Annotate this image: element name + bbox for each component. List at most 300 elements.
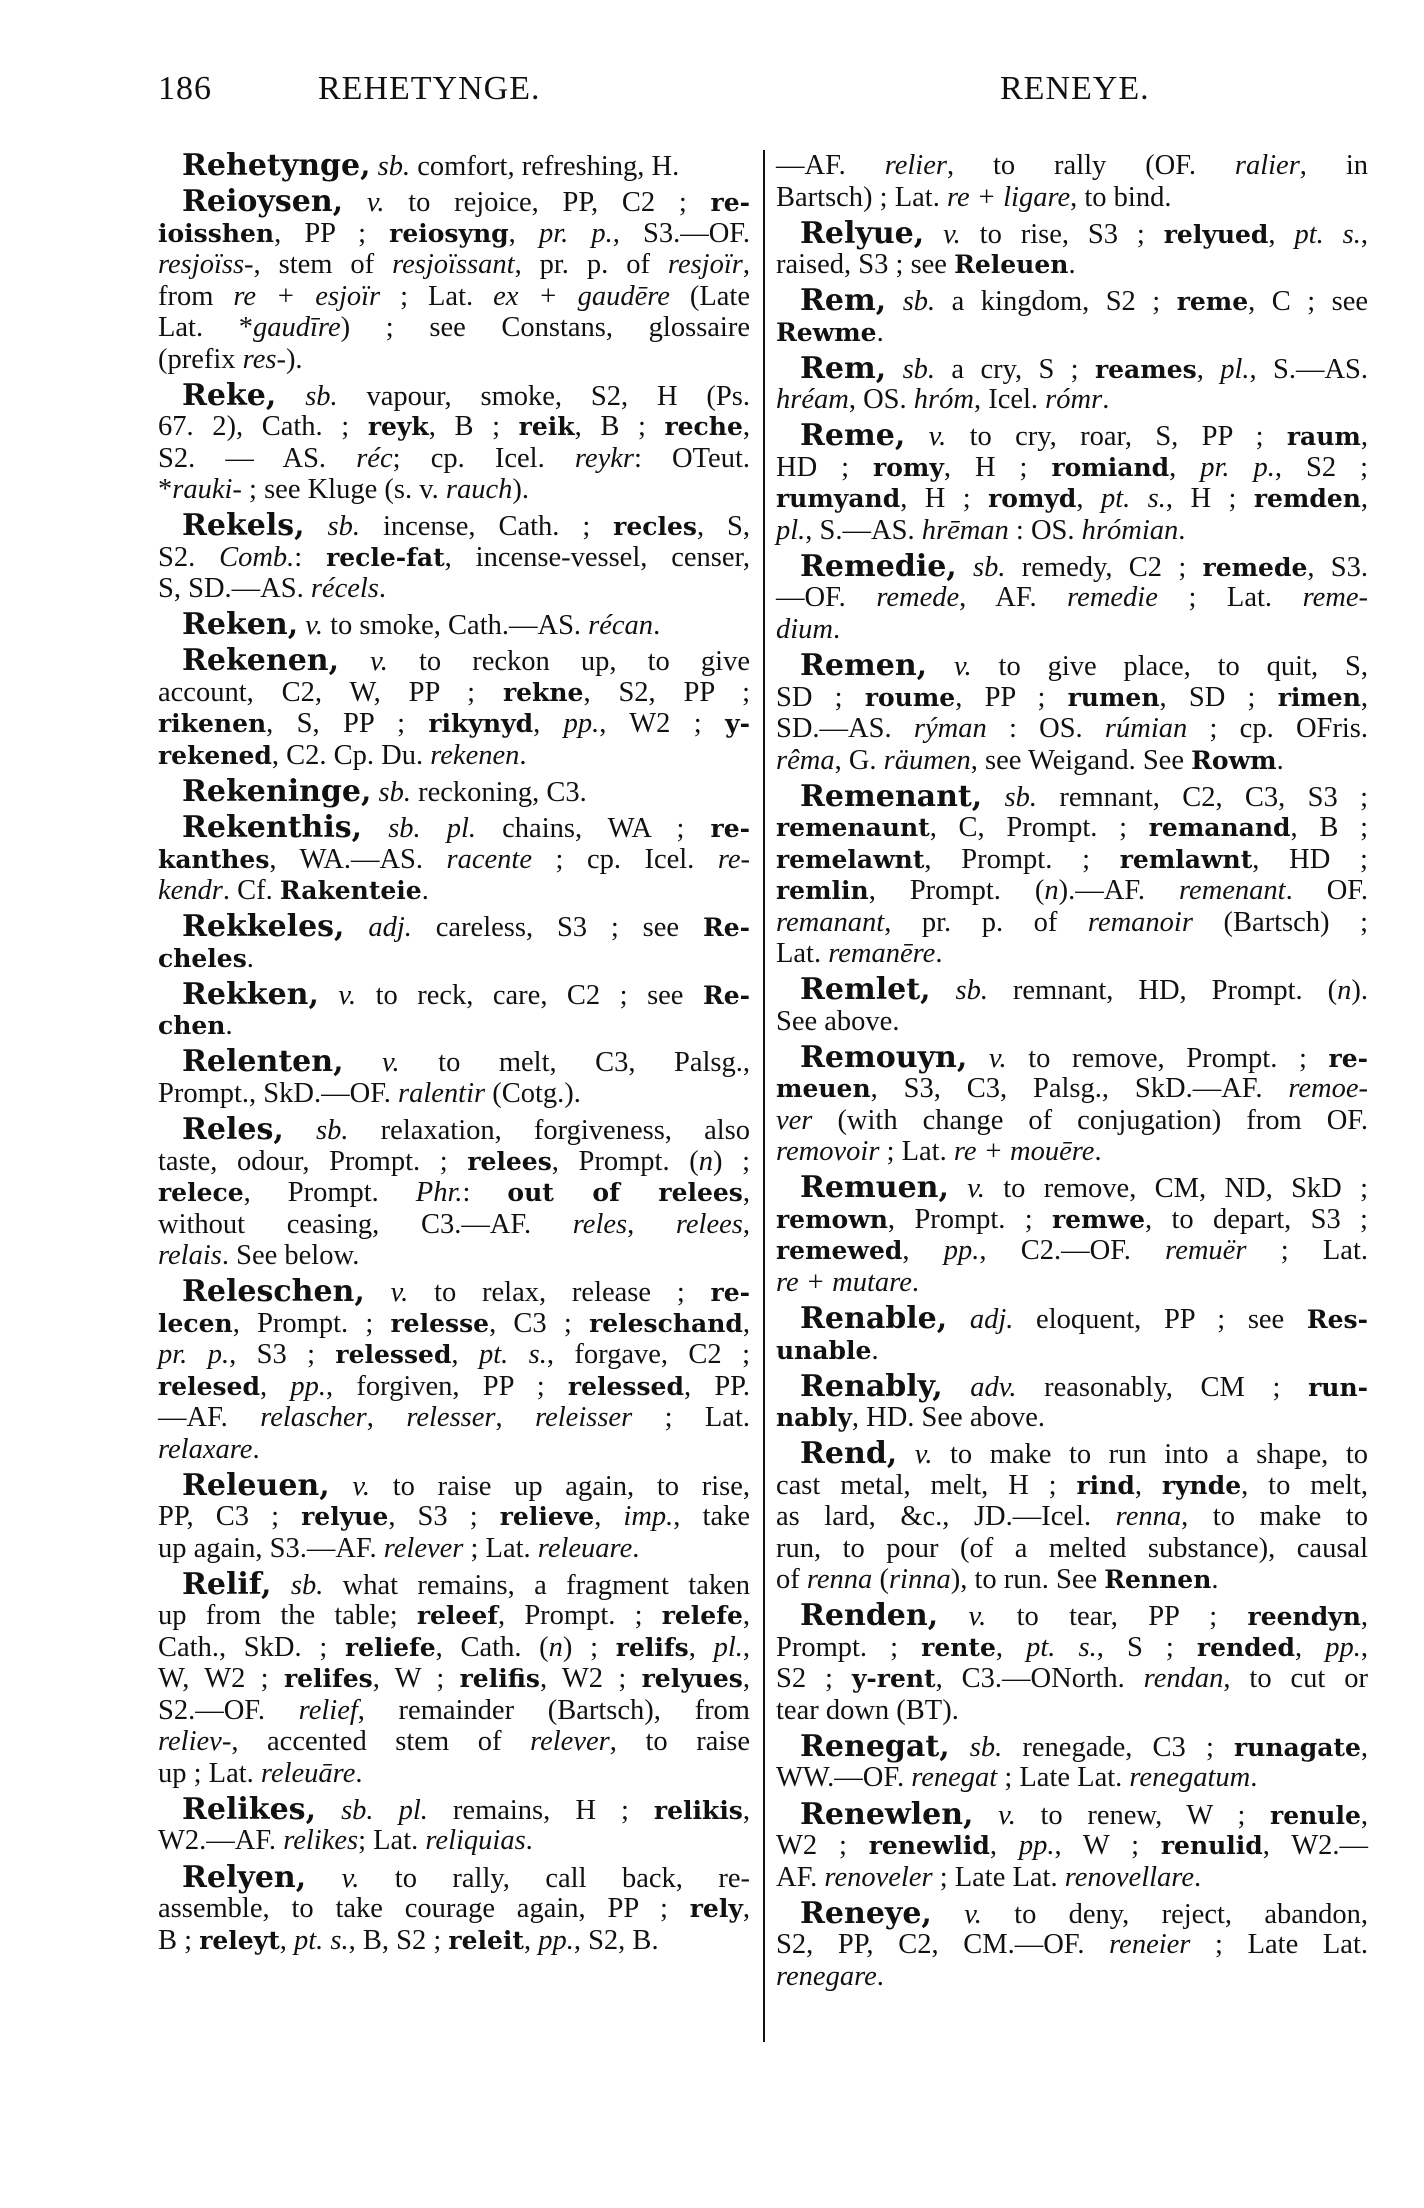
entry-line [158,1240,750,1272]
text: , Prompt. ; [498,1600,662,1632]
entry-line [158,1046,750,1078]
entry-line [776,974,1368,1006]
entry-line [776,1235,1368,1267]
italic-text: remuër [1165,1235,1247,1267]
text: to reck, care, C2 ; see [356,979,703,1011]
text: , forgave, C2 ; [546,1339,750,1371]
dictionary-entry [776,285,1368,348]
headword: Rend, [800,1436,898,1472]
dictionary-entry [158,1276,750,1465]
text: . [355,1757,363,1789]
text: , AF. [959,582,1068,614]
bold-form: rind [1076,1470,1135,1500]
headword: Renewlen, [800,1796,974,1832]
dictionary-entry [776,1600,1368,1726]
italic-text: re + mouēre [953,1136,1095,1168]
text: a kingdom, S2 ; [935,286,1177,318]
dictionary-entry [776,778,1369,970]
text: , [495,1402,536,1434]
entry-line [158,1010,750,1042]
text: to give place, to quit, S, [971,651,1368,683]
entry-line [158,1726,750,1758]
text: , S3. [1307,551,1368,583]
bold-form: rente [921,1632,996,1662]
italic-text: ex + gaudēre [493,280,670,312]
italic-text: hrēman [921,514,1009,546]
bold-form: roume [864,682,956,712]
dictionary-entry [776,150,1368,213]
dictionary-entry [158,377,750,506]
bold-form: relessed [335,1340,452,1370]
dictionary-entry [158,1566,751,1790]
text: , B ; [574,411,665,443]
italic-text: v. [927,651,972,683]
text: , S3, C3, Palsg., SkD.—AF. [870,1073,1289,1105]
entry-line [158,645,750,677]
italic-text: pr. p. [158,1339,230,1371]
text: up again, S3.—AF. [158,1532,384,1564]
text: , W2.— [1262,1830,1368,1861]
italic-text: v. [973,1799,1016,1831]
bold-form: reme [1176,287,1249,317]
entry-line [158,510,750,542]
text: remedy, C2 ; [1005,551,1203,583]
text: . OF. [1285,875,1369,907]
bold-form: relikis [653,1795,743,1825]
italic-text: sb. [271,1569,324,1601]
bold-form: reche [664,412,743,442]
text: incense, Cath. ; [360,511,614,543]
italic-text: pt. s. [294,1924,349,1956]
bold-form: re- [710,188,750,218]
italic-text: resjoïr [667,249,743,281]
headword: Renegat, [800,1728,950,1764]
italic-text: gaudīre [253,312,341,344]
italic-text: v. [318,979,357,1011]
bold-form: Rennen [1104,1565,1212,1595]
italic-text: ralentir [398,1077,486,1109]
text: to reckon up, to give [387,646,750,678]
bold-form: relefe [661,1601,743,1631]
text: Cath., SkD. ; [158,1631,345,1663]
text: See above. [776,1005,900,1037]
headword: Relyue, [800,215,925,251]
text: (with change of conjugation) from OF. [812,1104,1368,1136]
text: ; Late Lat. [997,1762,1130,1794]
text: , H ; [943,451,1052,483]
italic-text: relier [884,150,947,181]
italic-text: sb. [956,551,1006,583]
headword: Remuen, [800,1170,949,1206]
entry-line [158,1893,750,1925]
bold-form: relessed [567,1371,684,1401]
text: vapour, smoke, S2, H (Ps. [337,380,750,412]
text: : OTeut. [633,442,750,474]
entry-line [776,1600,1368,1632]
text: , [1360,1631,1368,1663]
bold-form: Rowm [1191,745,1277,775]
entry-line [158,312,750,344]
text: , S.—AS. [1249,353,1369,385]
italic-text: rauch [445,474,513,506]
bold-form: renulid [1160,1831,1263,1860]
text: renegade, C3 ; [1002,1731,1235,1763]
text: ; cp. Icel. [532,843,718,875]
text: , WA.—AS. [269,843,447,875]
bold-form: relece [158,1178,244,1208]
text: ; Lat. [463,1532,538,1564]
bold-form: re- [1328,1043,1368,1073]
text: Prompt., SkD.—OF. [158,1077,399,1109]
dictionary-entry [158,150,750,182]
text: run, to pour (of a melted substance), causal [776,1532,1368,1564]
italic-text: sb. [982,781,1038,813]
text: , S2 ; [1274,451,1368,483]
bold-form: remown [776,1204,888,1234]
text: , [742,1893,750,1924]
text: ), to run. See [950,1564,1105,1596]
entry-line [776,582,1368,614]
bold-form: rekne [502,677,584,707]
text: Lat. [776,938,829,970]
bold-form: Re- [702,980,750,1010]
italic-text: n [1044,875,1059,907]
entry-line [776,778,1368,814]
headword: Reles, [182,1112,284,1148]
italic-text: adj. [344,912,412,944]
bold-form: y-rent [851,1664,936,1694]
running-head-right: RENEYE. [1000,70,1150,107]
entry-line [158,1533,750,1565]
dictionary-entry [776,1172,1368,1298]
italic-text: v. [967,1042,1007,1074]
text: , Icel. [973,384,1046,416]
column-left [158,150,750,1956]
italic-text: reles [572,1208,628,1240]
text: , [1360,1731,1368,1763]
italic-text: sb. [283,1115,349,1147]
italic-text: sb. [886,286,936,318]
entry-line [776,938,1368,970]
italic-text: rêma [776,744,835,776]
headword: Relikes, [182,1791,317,1827]
entry-line [776,713,1368,745]
text: up ; Lat. [158,1757,261,1789]
italic-text: v. [343,187,385,219]
italic-text: remanant [776,906,885,938]
entry-line [158,844,750,876]
dictionary-entry [776,1368,1368,1434]
entry-line [158,1859,750,1895]
text: , B ; [428,411,519,443]
dictionary-entry [776,215,1368,281]
entry-line [158,411,750,443]
italic-text: relees [675,1208,743,1240]
italic-text: rinna [888,1564,951,1596]
bold-form: re- [710,814,750,844]
text: ).—AF. [1058,875,1180,907]
text: (Bartsch) ; [1192,906,1368,938]
text: , [742,411,750,443]
entry-line [776,1762,1368,1794]
text: Bartsch) ; Lat. [776,181,947,213]
italic-text: remede [876,582,960,614]
text: , [508,217,539,249]
bold-form: releyt [199,1925,280,1955]
entry-line [776,384,1368,416]
bold-form: recle-fat [326,542,445,572]
text: ) ; [712,1145,750,1177]
text: SD.—AS. [776,713,914,745]
text: . [252,1433,260,1465]
entry-line [158,875,750,907]
entry-line [776,420,1368,452]
entry-line [776,875,1368,907]
text: careless, S3 ; see [411,912,703,944]
text: from [158,280,234,312]
text: , PP. [683,1370,751,1402]
text: , [742,1177,750,1209]
text: , incense-vessel, censer, [444,541,750,573]
entry-line [158,976,750,1012]
text: , [1360,1601,1368,1633]
text: Prompt. ; [776,1631,922,1663]
entry-line [158,812,750,844]
bold-form: lecen [158,1308,233,1338]
text: * [158,474,173,506]
headword: Relenten, [182,1044,344,1080]
text: to rejoice, PP, C2 ; [384,187,711,219]
entry-line [158,344,750,376]
text: AF. [776,1861,825,1893]
italic-text: v. [364,1277,409,1309]
italic-text: releuāre [260,1757,356,1789]
bold-form: remden [1253,484,1361,514]
dictionary-entry [158,1467,750,1565]
text: , accented stem of [231,1726,531,1758]
text: . [632,1532,640,1564]
entry-line [158,1276,750,1308]
entry-line [158,1825,750,1857]
headword: Renably, [800,1368,943,1404]
entry-line [776,1105,1368,1137]
italic-text: sb. pl. [362,813,477,845]
text: , S ; [1096,1631,1197,1663]
headword: Releuen, [182,1467,330,1503]
text: to melt, C3, Palsg., [399,1047,750,1079]
entry-line [158,150,750,182]
entry-line [776,1335,1368,1367]
text: , B, S2 ; [348,1924,449,1956]
italic-text: re + ligare [946,181,1071,213]
headword: Rekenen, [182,643,340,679]
bold-form: re- [710,1278,750,1308]
text: ; Late Lat. [1190,1929,1368,1961]
bold-form: rimen [1277,682,1361,712]
text: , in [1299,150,1368,181]
text: , HD. See above. [851,1402,1046,1434]
text: . [1178,514,1186,546]
text: remnant, HD, Prompt. ( [987,975,1338,1007]
italic-text: pl. [776,514,806,546]
entry-line [158,249,750,281]
text: , to rally (OF. [946,150,1235,181]
bold-form: remelawnt [776,844,925,874]
bold-form: cheles [158,943,247,973]
text: ; Lat. [358,1825,426,1857]
headword: Rehetynge, [182,148,371,183]
italic-text: reliev- [158,1726,232,1758]
text: , SD ; [1159,681,1278,713]
italic-text: pp. [943,1235,980,1267]
italic-text: reliquias [425,1825,526,1857]
text: , [742,1208,750,1240]
bold-form: romyd [988,484,1077,514]
italic-text: sb. [370,151,411,182]
text: , C ; see [1248,286,1368,318]
italic-text: sb. [371,777,412,809]
entry-line [776,812,1368,844]
dictionary-entry [776,1039,1368,1168]
text: chains, WA ; [476,813,711,845]
italic-text: pp. [1325,1631,1361,1663]
italic-text: reneier [1109,1929,1191,1961]
text: of [776,1564,807,1596]
entry-line [776,1862,1368,1894]
text: ; Lat. [879,1136,954,1168]
text: , [995,1631,1027,1663]
entry-line [158,677,750,709]
bold-form: relesse [390,1308,490,1338]
entry-line [776,1136,1368,1168]
text: up from the table; [158,1600,417,1632]
bold-form: rumen [1067,682,1160,712]
entry-line [158,708,750,740]
italic-text: re + mutare [776,1266,912,1298]
text: , Prompt. ; [887,1203,1053,1235]
text: , to cut or [1223,1663,1368,1695]
italic-text: adj. [947,1304,1014,1336]
text: , [688,1631,714,1663]
entry-line [776,745,1368,777]
italic-text: relesser [406,1402,496,1434]
headword: Rem, [800,283,887,319]
bold-form: relifis [459,1664,540,1694]
entry-line [158,1695,750,1727]
text: , C3.—ONorth. [935,1663,1144,1695]
text: . [1250,1762,1258,1794]
text: S2, PP, C2, CM.—OF. [776,1929,1110,1961]
italic-text: sb. [930,975,988,1007]
text: , [279,1924,294,1956]
text: . See below. [221,1240,360,1272]
italic-text: releuare [537,1532,633,1564]
italic-text: sb. [949,1731,1003,1763]
text: , PP ; [274,217,390,249]
italic-text: rómr [1045,384,1103,416]
text: (Cotg.). [485,1077,581,1109]
entry-line [158,1632,750,1664]
entry-line [158,1308,750,1340]
text: , [742,1663,751,1695]
text: . [911,1266,919,1298]
italic-text: Phr. [415,1177,463,1209]
entry-line [776,1961,1368,1993]
text: to cry, roar, S, PP ; [946,421,1287,453]
italic-text: v. [329,1470,371,1502]
text: S2.—OF. [158,1694,299,1726]
italic-text: ralier [1234,150,1300,181]
entry-line [776,350,1369,386]
bold-form: rekened [158,740,272,770]
text: , G. [834,744,884,776]
entry-line [776,1501,1368,1533]
text: . Cf. [222,875,280,907]
italic-text: pt. s. [1026,1631,1097,1663]
text: , H ; [1165,483,1254,515]
text: , H ; [900,483,989,515]
dictionary-entry [158,609,750,641]
text: , [451,1339,479,1371]
entry-line [158,186,750,218]
text: PP, C3 ; [158,1501,302,1533]
bold-form: meuen [776,1074,871,1104]
italic-text: pt. s. [1294,218,1361,250]
headword: Renden, [800,1598,939,1634]
text: , S3 ; [388,1501,500,1533]
text: . [421,875,429,907]
text: (prefix [158,343,243,375]
text: relaxation, forgiveness, also [348,1115,750,1147]
entry-line [158,609,750,641]
entry-line [776,249,1368,281]
text: , [1360,1799,1368,1831]
headword: Remlet, [800,972,931,1008]
text: , B ; [1290,812,1368,844]
italic-text: relikes [283,1825,359,1857]
italic-text: rúmian [1104,713,1188,745]
headword: Releschen, [182,1274,365,1310]
dictionary-entry [158,1114,750,1272]
entry-line [776,1564,1368,1596]
text: —AF. [158,1402,261,1434]
italic-text: sb. pl. [316,1794,428,1826]
dictionary-entry [158,976,750,1042]
text: , [1360,681,1369,713]
text: , stem of [253,249,393,281]
bold-form: remenaunt [776,813,930,843]
text: , [366,1402,407,1434]
text: , [533,708,564,740]
entry-line [776,907,1368,939]
italic-text: renovellare [1064,1861,1194,1893]
headword: Rekels, [182,508,305,544]
text: . [246,942,254,974]
text: . [876,316,884,348]
text: , [1360,483,1369,515]
text: . [876,1960,884,1992]
headword: Reneye, [800,1895,932,1931]
entry-line [776,150,1368,182]
bold-form: out of relees [507,1178,743,1208]
dictionary-entry [158,186,750,375]
italic-text: kendr [158,875,223,907]
page-number: 186 [158,70,212,107]
dictionary-entry [158,776,750,808]
text: , C2. Cp. Du. [271,739,431,771]
bold-form: rended [1196,1632,1296,1662]
italic-text: pp. [1018,1830,1055,1861]
